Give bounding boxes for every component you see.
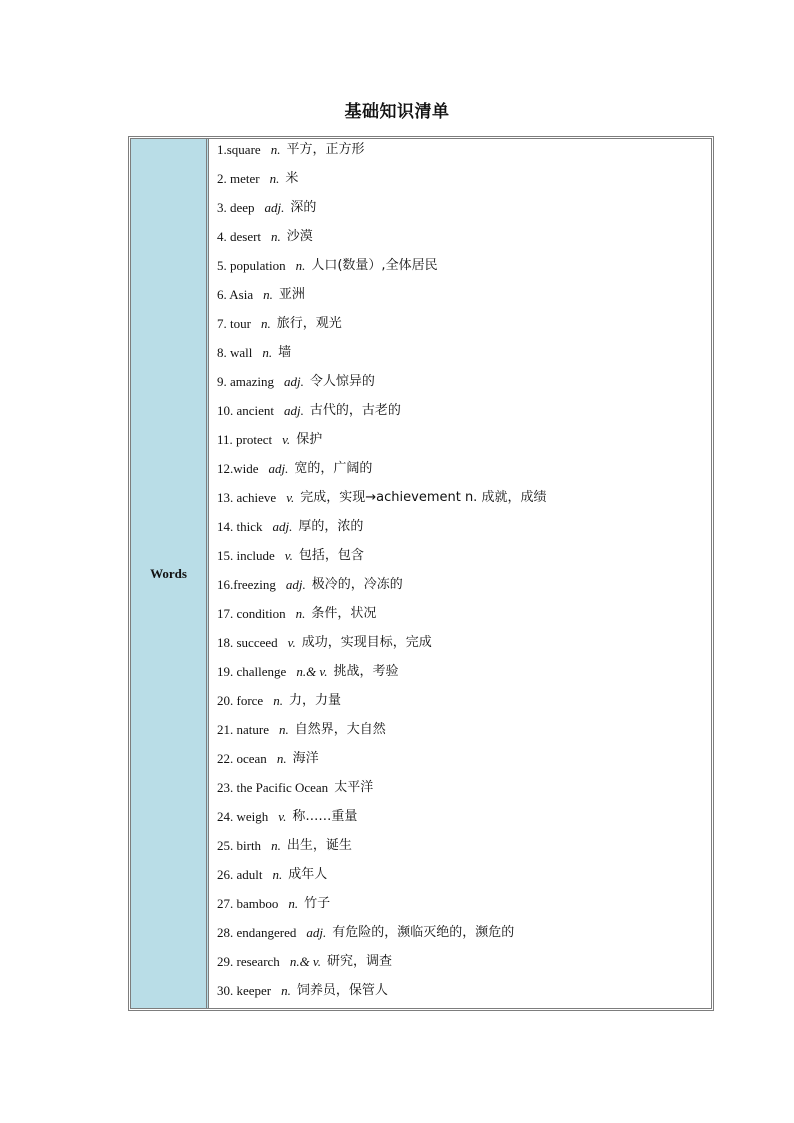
- word-entry: [217, 806, 711, 835]
- word-meaning: 旅行，观光: [276, 316, 342, 331]
- part-of-speech: n.: [269, 171, 280, 186]
- word-text: 27. bamboo: [217, 896, 279, 911]
- word-text: 20. force: [217, 693, 264, 708]
- part-of-speech: adj.: [268, 461, 289, 476]
- word-text: 12.wide: [217, 461, 259, 476]
- word-entry: [217, 574, 711, 603]
- part-of-speech: n.: [262, 345, 273, 360]
- word-entry: [217, 777, 711, 806]
- word-entry: [217, 632, 711, 661]
- word-meaning: 人口(数量）,全体居民: [311, 258, 438, 273]
- word-text: 22. ocean: [217, 751, 267, 766]
- word-entry: [217, 313, 711, 342]
- word-meaning: 亚洲: [278, 287, 305, 302]
- part-of-speech: n.& v.: [296, 664, 328, 679]
- part-of-speech: n.: [278, 722, 289, 737]
- word-entry: [217, 980, 711, 1009]
- word-meaning: 包括，包含: [298, 548, 364, 563]
- word-text: 30. keeper: [217, 983, 272, 998]
- part-of-speech: adj.: [284, 374, 304, 389]
- word-text: 16.freezing: [217, 577, 276, 592]
- part-of-speech: n.: [281, 983, 291, 998]
- word-entry: [217, 516, 711, 545]
- word-meaning: 墙: [278, 345, 292, 360]
- word-entry: [217, 342, 711, 371]
- word-text: 8. wall: [217, 345, 253, 360]
- page-title: 基础知识清单: [344, 102, 450, 122]
- part-of-speech: v.: [282, 432, 291, 447]
- word-entry: [217, 197, 711, 226]
- word-meaning: 保护: [296, 432, 323, 447]
- word-meaning: 厚的，浓的: [298, 519, 364, 534]
- word-entry: [217, 893, 711, 922]
- word-text: 15. include: [217, 548, 275, 563]
- word-text: 24. weigh: [217, 809, 269, 824]
- word-entry: [217, 429, 711, 458]
- part-of-speech: n.: [273, 693, 283, 708]
- part-of-speech: n.: [295, 258, 306, 273]
- word-text: 25. birth: [217, 838, 262, 853]
- word-meaning: 条件，状况: [311, 606, 377, 621]
- word-entry: [217, 951, 711, 980]
- word-text: 9. amazing: [217, 374, 275, 389]
- part-of-speech: n.: [263, 287, 273, 302]
- word-text: 10. ancient: [217, 403, 275, 418]
- part-of-speech: adj.: [284, 403, 304, 418]
- part-of-speech: n.: [288, 896, 299, 911]
- word-meaning: 古代的，古老的: [309, 403, 401, 418]
- part-of-speech: adj.: [306, 925, 327, 940]
- part-of-speech: adj.: [264, 200, 285, 215]
- word-meaning: 称……重量: [292, 809, 358, 824]
- word-meaning: 自然界，大自然: [294, 722, 386, 737]
- word-text: 17. condition: [217, 606, 286, 621]
- word-entry: [217, 226, 711, 255]
- word-meaning: 米: [285, 171, 299, 186]
- part-of-speech: n.: [260, 316, 271, 331]
- part-of-speech: n.& v.: [289, 954, 321, 969]
- word-text: 7. tour: [217, 316, 251, 331]
- vocabulary-table: [128, 136, 714, 1011]
- word-text: 19. challenge: [217, 664, 287, 679]
- word-meaning: 沙漠: [286, 229, 313, 244]
- word-meaning: 有危险的，濒临灭绝的，濒危的: [332, 925, 515, 940]
- word-entry: [217, 661, 711, 690]
- part-of-speech: n.: [271, 838, 281, 853]
- word-text: 11. protect: [217, 432, 273, 447]
- word-entry: [217, 864, 711, 893]
- word-text: 29. research: [217, 954, 280, 969]
- part-of-speech: v.: [286, 490, 295, 505]
- word-entry: [217, 139, 711, 168]
- word-text: 28. endangered: [217, 925, 297, 940]
- part-of-speech: n.: [276, 751, 287, 766]
- word-meaning: 海洋: [292, 751, 319, 766]
- word-text: 26. adult: [217, 867, 263, 882]
- word-entry: [217, 922, 711, 951]
- word-text: 2. meter: [217, 171, 260, 186]
- word-entry: [217, 603, 711, 632]
- word-entry: [217, 719, 711, 748]
- word-entry: [217, 284, 711, 313]
- word-entry: [217, 487, 711, 516]
- word-meaning: 出生，诞生: [286, 838, 352, 853]
- section-label: Words: [150, 565, 187, 581]
- word-meaning: 极冷的，冷冻的: [311, 577, 403, 592]
- word-entry: [217, 835, 711, 864]
- word-entry: [217, 168, 711, 197]
- section-label-cell: [131, 139, 209, 1008]
- word-text: 5. population: [217, 258, 286, 273]
- word-meaning: 完成，实现→achievement n. 成就，成绩: [300, 490, 547, 505]
- part-of-speech: n.: [271, 229, 281, 244]
- word-text: 14. thick: [217, 519, 263, 534]
- word-text: 6. Asia: [217, 287, 254, 302]
- word-text: 3. deep: [217, 200, 255, 215]
- word-meaning: 成功，实现目标，完成: [301, 635, 432, 650]
- word-text: 18. succeed: [217, 635, 278, 650]
- word-entry: [217, 458, 711, 487]
- word-text: 21. nature: [217, 722, 269, 737]
- word-meaning: 研究，调查: [326, 954, 392, 969]
- part-of-speech: adj.: [272, 519, 293, 534]
- word-meaning: 令人惊异的: [309, 374, 375, 389]
- word-entry: [217, 371, 711, 400]
- word-entry: [217, 545, 711, 574]
- word-list: [209, 139, 711, 1008]
- part-of-speech: v.: [284, 548, 293, 563]
- part-of-speech: n.: [272, 867, 283, 882]
- part-of-speech: adj.: [285, 577, 306, 592]
- word-meaning: 饲养员，保管人: [296, 983, 388, 998]
- word-meaning: 成年人: [288, 867, 328, 882]
- word-text: 13. achieve: [217, 490, 277, 505]
- word-entry: [217, 400, 711, 429]
- word-text: 1.square: [217, 142, 261, 157]
- word-meaning: 竹子: [304, 896, 331, 911]
- word-entry: [217, 255, 711, 284]
- word-meaning: 力，力量: [288, 693, 341, 708]
- word-meaning: 平方，正方形: [286, 142, 365, 157]
- word-meaning: 宽的，广阔的: [294, 461, 373, 476]
- word-entry: [217, 748, 711, 777]
- word-meaning: 太平洋: [334, 780, 374, 795]
- word-entry: [217, 690, 711, 719]
- word-text: 4. desert: [217, 229, 262, 244]
- part-of-speech: n.: [295, 606, 306, 621]
- part-of-speech: v.: [287, 635, 296, 650]
- word-meaning: 挑战，考验: [333, 664, 399, 679]
- word-meaning: 深的: [290, 200, 317, 215]
- word-text: 23. the Pacific Ocean: [217, 780, 329, 795]
- part-of-speech: v.: [278, 809, 287, 824]
- part-of-speech: n.: [270, 142, 281, 157]
